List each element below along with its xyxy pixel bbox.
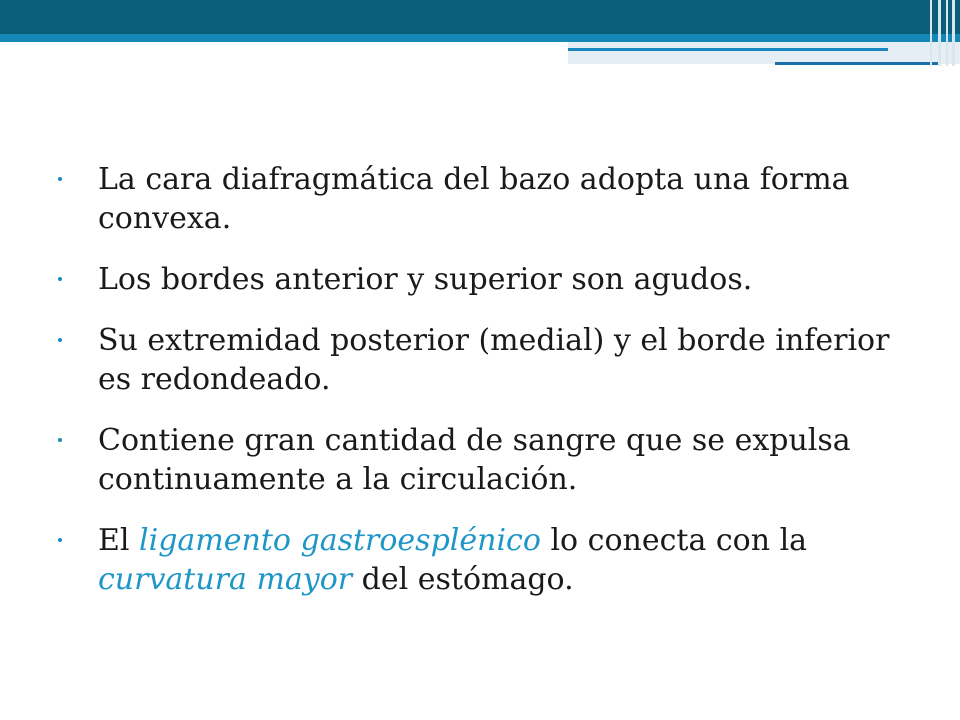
bullet-dot-icon bbox=[58, 438, 62, 442]
header-vertical-stripe bbox=[930, 0, 932, 66]
bullet-dot-icon bbox=[58, 338, 62, 342]
header-vertical-stripe bbox=[952, 0, 955, 66]
header-accent-line bbox=[775, 62, 940, 65]
bullet-list bbox=[58, 160, 918, 621]
bullet-item bbox=[58, 260, 918, 299]
bullet-text-middle: lo conecta con la bbox=[540, 523, 808, 558]
bullet-dot-icon bbox=[58, 277, 62, 281]
header-vertical-stripe bbox=[938, 0, 941, 66]
header-bar-accent bbox=[0, 34, 960, 42]
header-bar-dark bbox=[0, 0, 960, 34]
bullet-text-suffix: del estómago. bbox=[352, 562, 574, 597]
header-bar-pale bbox=[568, 42, 960, 64]
bullet-dot-icon bbox=[58, 538, 62, 542]
highlight-term-ligament: ligamento gastroesplénico bbox=[139, 523, 541, 558]
bullet-item bbox=[58, 421, 918, 499]
bullet-text: Contiene gran cantidad de sangre que se expulsa continuamente a la circulación. bbox=[98, 423, 851, 497]
highlight-term-curvature: curvatura mayor bbox=[98, 562, 353, 597]
bullet-text: Su extremidad posterior (medial) y el borde inferior es redondeado. bbox=[98, 323, 890, 397]
bullet-item bbox=[58, 321, 918, 399]
bullet-text: La cara diafragmática del bazo adopta una forma convexa. bbox=[98, 162, 850, 236]
bullet-item bbox=[58, 521, 918, 599]
header-vertical-stripe bbox=[946, 0, 948, 66]
bullet-dot-icon bbox=[58, 177, 62, 181]
bullet-text: Los bordes anterior y superior son agudos. bbox=[98, 262, 753, 297]
bullet-text-prefix: El bbox=[98, 523, 140, 558]
header-accent-line bbox=[568, 48, 888, 51]
bullet-item bbox=[58, 160, 918, 238]
